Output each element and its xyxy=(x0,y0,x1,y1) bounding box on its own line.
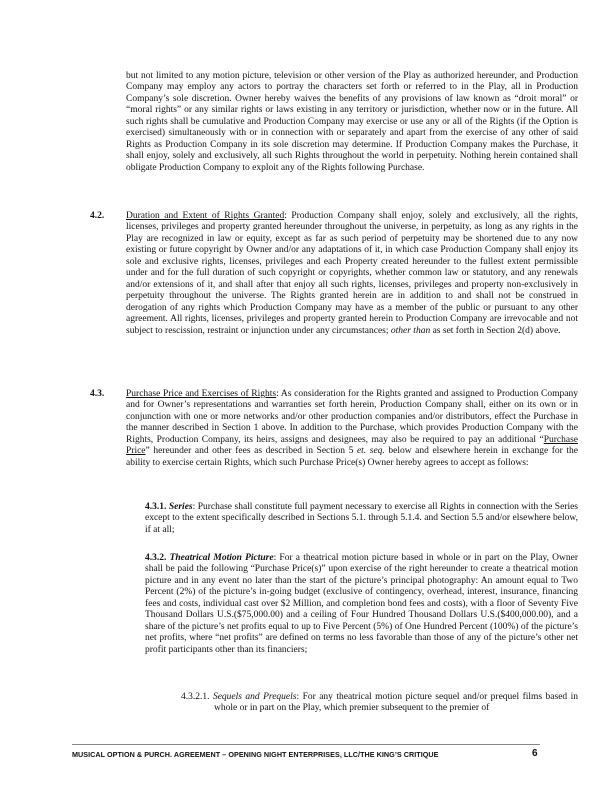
section-4-3-1-body: : Purchase shall constitute full payment necessary to exercise all Rights in connection with the Series except to the extent specifically described in Sections 5.1. through 5.1.4. and Section 5.5 and/or elsewhere below, if at all; xyxy=(145,502,579,535)
section-4-3-body-part3: below and elsewhere herein in exchange for the ability to exercise certain Rights, which such Purchase Price(s) Owner hereby agrees to accept as follows: xyxy=(126,446,578,468)
purchase-price-term: Purchase Price xyxy=(126,434,578,457)
section-4-3-2-1-label: 4.3.2.1. xyxy=(181,692,210,702)
section-4-3-body-part2: ” hereunder and other fees as described in Section 5 xyxy=(145,446,357,457)
section-4-2-body-part2: as set forth in Section 2(d) above. xyxy=(430,325,561,336)
footer-title: MUSICAL OPTION & PURCH. AGREEMENT – OPENING NIGHT ENTERPRISES, LLC/THE KING’S CRITIQUE xyxy=(72,750,439,759)
section-4-3-2-body: : For a theatrical motion picture based in whole or in part on the Play, Owner shall be paid the following “Purchase Price(s)” upon exercise of the right hereunder to create a theatrical motion picture and in any event no later than the start of the picture’s principal photography: An amount equal to Two Percent (2%) of the picture’s in-going budget (exclusive of contingency, overhead, interest, insurance, financing fees and costs, individual cast over $2 Million, and completion bond fees and costs), with a floor of Seventy Five Thousand Dollars U.S.($75,000.00) and a ceiling of Four Hundred Thousand Dollars U.S.($400,000.00), and a share of the picture’s net profits equal to up to Five Percent (5%) of One Hundred Percent (100%) of the picture’s net profits, where “net profits” are defined on terms no less favorable than those of any of the picture’s other net profit participants other than its financiers; xyxy=(145,553,578,655)
section-4-3-1-paragraph xyxy=(145,502,578,536)
section-4-3-2-title: Theatrical Motion Picture xyxy=(169,553,274,563)
section-4-2-body-part1: : Production Company shall enjoy, solely and exclusively, all the rights, licenses, privileges and property granted hereunder throughout the universe, in perpetuity, as long as any rights in the Play are recognized in law or equity, except as far as such period of perpetuity may be shortened due to any now existing or future copyright by Owner and/or any adaptations of it, in which case Production Company shall enjoy its sole and exclusive rights, licenses, privileges and each Property created hereunder to the fullest extent permissible under and for the full duration of such copyright or copyrights, whether common law or statutory, and any renewals and/or extensions of it, and shall after that enjoy all such rights, licenses, privileges and property non-exclusively in perpetuity throughout the universe. The Rights granted herein are in addition to and shall not be construed in derogation of any rights which Production Company may have as a member of the public or pursuant to any other agreement. All rights, licenses, privileges and property granted herein to Production Company are irrevocable and not subject to rescission, restraint or injunction under any circumstances; xyxy=(126,211,578,336)
section-4-3-body-part1: : As consideration for the Rights granted and assigned to Production Company and for Owner’s representations and warranties set forth herein, Production Company shall, either on its own or in conjunction with one or more networks and/or other production companies and/or distributors, effect the Purchase in the manner described in Section 1 above. In addition to the Purchase, which provides Production Company with the Rights, Production Company, its heirs, assigns and designees, may also be required to pay an additional “ xyxy=(126,389,578,445)
section-4-3-1-title: Series xyxy=(168,502,193,512)
section-4-3-2-paragraph xyxy=(145,553,578,656)
section-4-2-number: 4.2. xyxy=(90,211,105,221)
section-4-3-heading: Purchase Price and Exercises of Rights xyxy=(126,389,277,399)
section-4-3-2-1-title: Sequels and Prequels xyxy=(212,692,297,702)
section-4-3-body-italic: et. seq. xyxy=(356,446,385,457)
section-4-3-1-label: 4.3.1. xyxy=(145,502,167,512)
footer-divider xyxy=(72,744,540,745)
section-4-3-2-1-body: : For any theatrical motion picture sequel and/or prequel films based in whole or in part on the Play, which premier subsequent to the premier of xyxy=(214,692,579,714)
section-4-3-2-label: 4.3.2. xyxy=(145,553,167,563)
page-number: 6 xyxy=(532,748,538,759)
section-4-3-paragraph xyxy=(126,389,578,469)
section-4-2-paragraph xyxy=(126,211,578,337)
continuation-paragraph: but not limited to any motion picture, television or other version of the Play as authorized hereunder, and Production Company may employ any actors to portray the characters set forth or referred to in the Play, all in Production Company’s sole discretion. Owner hereby waives the benefits of any provisions of law known as “droit moral” or “moral rights” or any similar rights or laws existing in any territory or jurisdiction, whether now or in the future. All such rights shall be cumulative and Production Company may exercise or use any or all of the Rights (if the Option is exercised) simultaneously with or in connection with or separately and apart from the exercise of any other of said Rights as Production Company in its sole discretion may determine. If Production Company makes the Purchase, it shall enjoy, solely and exclusively, all such Rights throughout the world in perpetuity. Nothing herein contained shall obligate Production Company to exploit any of the Rights following Purchase. xyxy=(126,71,578,173)
section-4-2-body-italic: other than xyxy=(390,325,431,336)
section-4-3-number: 4.3. xyxy=(90,389,105,399)
section-4-3-2-1-paragraph xyxy=(181,692,579,715)
section-4-2-heading: Duration and Extent of Rights Granted xyxy=(126,211,285,221)
